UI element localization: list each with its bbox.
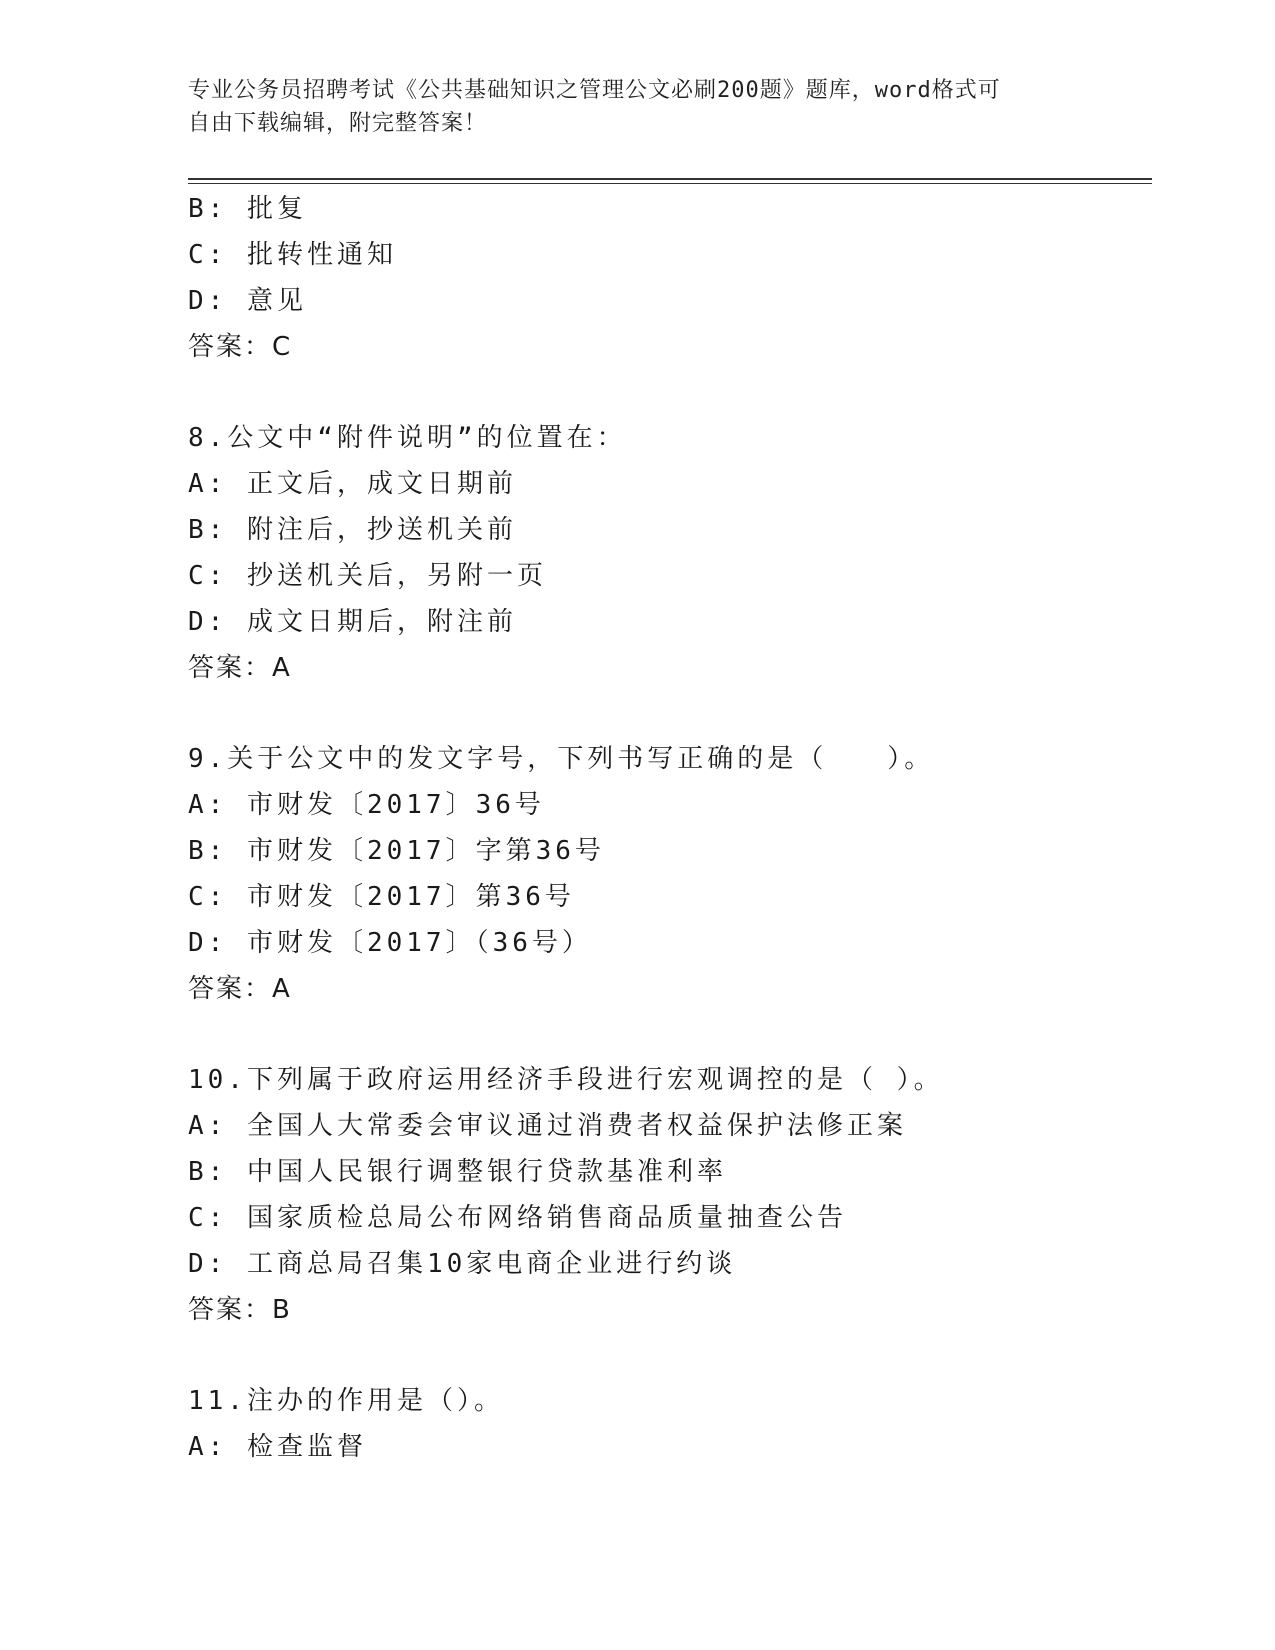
question-block-9 bbox=[188, 736, 1148, 1012]
option-b: B: 附注后，抄送机关前 bbox=[188, 515, 517, 545]
option-c: C: 市财发〔2017〕第36号 bbox=[188, 882, 575, 912]
question-text: 11.注办的作用是（）。 bbox=[188, 1386, 504, 1416]
spacer bbox=[188, 1012, 1148, 1057]
answer-line: 答案：B bbox=[188, 1295, 292, 1325]
option-b: B: 市财发〔2017〕字第36号 bbox=[188, 836, 605, 866]
option-d: D: 工商总局召集10家电商企业进行约谈 bbox=[188, 1249, 737, 1279]
option-c: C: 国家质检总局公布网络销售商品质量抽查公告 bbox=[188, 1203, 847, 1233]
document-header bbox=[188, 74, 1088, 140]
question-block-8 bbox=[188, 415, 1148, 691]
spacer bbox=[188, 1333, 1148, 1378]
question-text: 8.公文中“附件说明”的位置在： bbox=[188, 423, 627, 453]
answer-line: 答案：C bbox=[188, 332, 293, 362]
option-c: C: 批转性通知 bbox=[188, 240, 397, 270]
header-divider-thick bbox=[188, 178, 1152, 180]
header-line-1: 专业公务员招聘考试《公共基础知识之管理公文必刷200题》题库，word格式可 bbox=[188, 78, 1001, 103]
header-line-2: 自由下载编辑，附完整答案！ bbox=[188, 111, 488, 136]
spacer bbox=[188, 691, 1148, 736]
option-b: B: 批复 bbox=[188, 194, 307, 224]
spacer bbox=[188, 370, 1148, 415]
question-list bbox=[188, 186, 1148, 1470]
question-text: 10.下列属于政府运用经济手段进行宏观调控的是（ ）。 bbox=[188, 1065, 944, 1095]
option-a: A: 市财发〔2017〕36号 bbox=[188, 790, 545, 820]
option-a: A: 正文后，成文日期前 bbox=[188, 469, 517, 499]
option-b: B: 中国人民银行调整银行贷款基准利率 bbox=[188, 1157, 727, 1187]
question-block-7 bbox=[188, 186, 1148, 370]
option-d: D: 成文日期后，附注前 bbox=[188, 607, 517, 637]
option-a: A: 全国人大常委会审议通过消费者权益保护法修正案 bbox=[188, 1111, 907, 1141]
option-a: A: 检查监督 bbox=[188, 1432, 367, 1462]
option-c: C: 抄送机关后，另附一页 bbox=[188, 561, 547, 591]
option-d: D: 市财发〔2017〕（36号） bbox=[188, 928, 592, 958]
question-block-10 bbox=[188, 1057, 1148, 1333]
answer-line: 答案：A bbox=[188, 653, 292, 683]
answer-line: 答案：A bbox=[188, 974, 292, 1004]
question-text: 9.关于公文中的发文字号，下列书写正确的是（ ）。 bbox=[188, 744, 935, 774]
option-d: D: 意见 bbox=[188, 286, 307, 316]
question-block-11 bbox=[188, 1378, 1148, 1470]
header-divider-thin bbox=[188, 183, 1152, 184]
